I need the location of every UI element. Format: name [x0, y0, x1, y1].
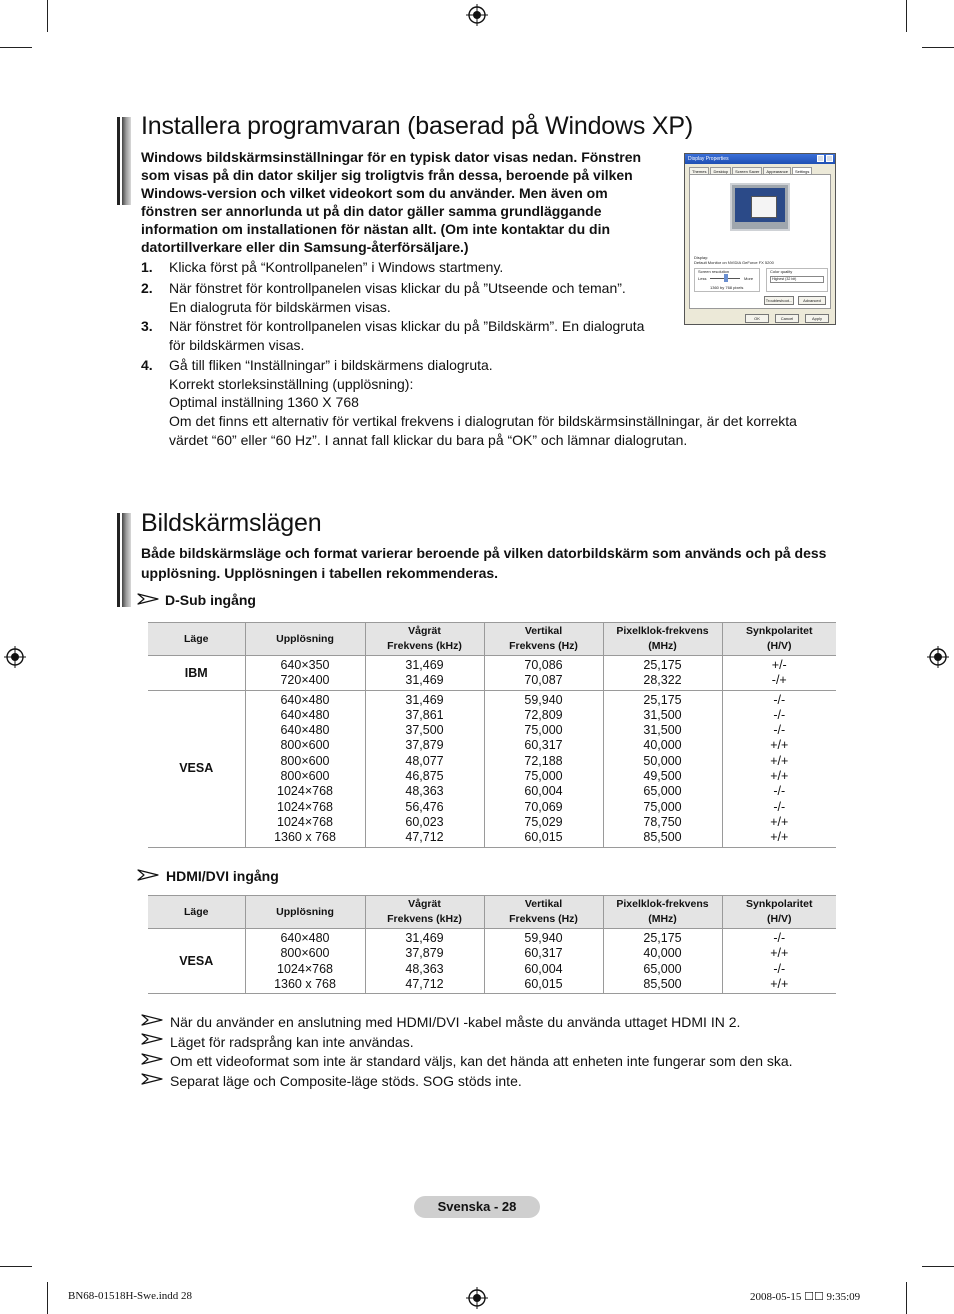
sync-cell — [722, 656, 836, 691]
table-header-row — [148, 896, 836, 929]
mode-cell: VESA — [148, 690, 245, 847]
step-number: 1. — [141, 259, 153, 275]
hdmi-table — [148, 895, 836, 994]
cell-value: 31,469 — [405, 931, 444, 945]
intro-line: Windows-version och vilket videokort som du använder. Men även om — [141, 185, 608, 201]
monitor-preview — [730, 183, 790, 231]
h-freq-cell — [365, 656, 484, 691]
column-header — [148, 896, 245, 929]
note-arrow-icon — [141, 1053, 163, 1065]
cell-value: +/+ — [770, 946, 789, 961]
crop-mark — [906, 0, 907, 32]
cell-value: 72,809 — [524, 707, 563, 722]
cell-value: -/- — [773, 799, 786, 814]
h-freq-cell — [365, 929, 484, 994]
troubleshoot-button: Troubleshoot... — [765, 298, 793, 303]
table-row — [148, 656, 836, 691]
footer-timestamp: 2008-05-15 ☐☐ 9:35:09 — [750, 1291, 861, 1303]
resolution-cell — [245, 690, 365, 847]
column-header-line: Vågrät — [408, 898, 441, 910]
note-arrow-icon — [141, 1073, 163, 1085]
table-row — [148, 929, 836, 994]
column-header-line: Frekvens (kHz) — [387, 640, 462, 652]
cell-value: 640×480 — [280, 692, 330, 707]
column-header-line: Upplösning — [276, 632, 334, 645]
intro-line: datortillverkare eller din Samsung-återförsäljare.) — [141, 239, 469, 255]
dialog-titlebar — [685, 154, 835, 164]
column-header — [148, 623, 245, 656]
resolution-more: More — [744, 276, 754, 281]
cell-value: 65,000 — [643, 784, 682, 799]
cell-value: 60,317 — [524, 738, 563, 753]
step-text: värdet “60” eller “60 Hz”. I annat fall klickar du bara på “OK” och lämnar dialogrutan. — [169, 432, 688, 448]
ok-button: OK — [745, 314, 769, 323]
intro-line: Både bildskärmsläge och format varierar beroende på vilken datorbildskärm som används och på dess — [141, 545, 827, 561]
cell-value: +/+ — [770, 976, 789, 991]
cell-value: 640×480 — [280, 707, 330, 722]
cell-value: 800×600 — [280, 738, 330, 753]
resolution-label: Screen resolution — [698, 269, 730, 274]
cell-value: 60,004 — [524, 961, 563, 976]
cell-value: 60,004 — [524, 784, 563, 799]
tab-desktop: Desktop — [710, 167, 731, 176]
cell-value: 60,015 — [524, 976, 563, 991]
column-header-line: Pixelklok-frekvens — [616, 898, 709, 910]
column-header-line: Läge — [183, 632, 209, 645]
color-quality-value: Highest (32 bit) — [772, 277, 797, 281]
cell-value: 1024×768 — [277, 814, 333, 829]
table-header — [148, 896, 836, 929]
cell-value: -/- — [773, 784, 786, 799]
cell-value: 31,500 — [643, 723, 682, 738]
note-arrow-icon — [137, 593, 159, 605]
cell-value: 31,469 — [405, 658, 444, 672]
note-item: När du använder en anslutning med HDMI/DVI -kabel måste du använda uttaget HDMI IN 2. — [170, 1014, 741, 1030]
table-row — [148, 690, 836, 847]
cell-value: 25,175 — [643, 692, 682, 707]
cell-value: -/+ — [771, 673, 787, 688]
mode-cell: VESA — [148, 929, 245, 994]
cell-value: 47,712 — [405, 976, 444, 991]
table-header — [148, 623, 836, 656]
pixel-clock-cell — [603, 929, 722, 994]
registration-mark-icon — [927, 646, 949, 668]
step-text: Optimal inställning 1360 X 768 — [169, 394, 359, 410]
cell-value: 1360 x 768 — [274, 976, 336, 991]
column-header-line: (MHz) — [648, 913, 677, 925]
cell-value: 60,015 — [524, 830, 563, 845]
cell-value: 60,023 — [405, 814, 444, 829]
crop-mark — [0, 47, 32, 48]
cell-value: 50,000 — [643, 753, 682, 768]
intro-line: upplösning. Upplösningen i tabellen rekommenderas. — [141, 565, 499, 581]
cell-value: 70,087 — [524, 673, 563, 688]
cell-value: 78,750 — [643, 814, 682, 829]
column-header-line: Pixelklok-frekvens — [616, 625, 709, 637]
cell-value: 640×480 — [280, 931, 330, 945]
cell-value: 28,322 — [643, 673, 682, 688]
cell-value: 59,940 — [524, 692, 563, 707]
section-intro — [141, 148, 681, 256]
tab-settings: Settings — [792, 167, 812, 176]
cell-value: 31,469 — [405, 692, 444, 707]
step-number: 3. — [141, 318, 153, 334]
tab-themes: Themes — [689, 167, 709, 176]
section-bar — [117, 513, 131, 607]
cell-value: 800×600 — [280, 769, 330, 784]
column-header-line: (H/V) — [767, 913, 792, 925]
cell-value: -/- — [773, 961, 786, 976]
step-text: Korrekt storleksinställning (upplösning): — [169, 375, 414, 392]
column-header — [365, 623, 484, 656]
dialog-title: Display Properties — [688, 156, 729, 162]
display-value: Default Monitor on NVIDIA GeForce FX 5200 — [694, 260, 774, 265]
column-header — [722, 896, 836, 929]
color-quality-label: Color quality — [770, 269, 793, 274]
step-text: När fönstret för kontrollpanelen visas klickar du på ”Bildskärm”. En dialogruta — [169, 318, 645, 334]
column-header — [603, 896, 722, 929]
step-number: 4. — [141, 357, 153, 373]
note-item: Läget för radsprång kan inte användas. — [170, 1034, 414, 1050]
cell-value: 37,879 — [405, 738, 444, 753]
cell-value: +/+ — [770, 830, 789, 845]
cell-value: 800×600 — [280, 753, 330, 768]
column-header-line: (MHz) — [648, 640, 677, 652]
column-header-line: Vertikal — [524, 625, 563, 637]
step-text: Klicka först på “Kontrollpanelen” i Windows startmeny. — [169, 259, 504, 275]
cell-value: 37,879 — [405, 946, 444, 961]
registration-mark-icon — [466, 4, 488, 26]
settings-pane — [689, 174, 831, 309]
cell-value: 85,500 — [643, 976, 682, 991]
cell-value: 48,363 — [405, 961, 444, 976]
cell-value: 47,712 — [405, 830, 444, 845]
help-icon — [817, 155, 824, 162]
cell-value: 1024×768 — [277, 784, 333, 799]
cell-value: 85,500 — [643, 830, 682, 845]
resolution-cell — [245, 656, 365, 691]
column-header — [245, 896, 365, 929]
column-header-line: Synkpolaritet — [745, 898, 813, 910]
section-title-software: Installera programvaran (baserad på Windows XP) — [141, 112, 693, 140]
display-properties-screenshot — [684, 153, 836, 325]
column-header-line: Synkpolaritet — [745, 625, 813, 637]
cell-value: +/+ — [770, 753, 789, 768]
step-text: Om det finns ett alternativ för vertikal frekvens i dialogrutan för bildskärmsinställningar, är det korrekta — [169, 412, 797, 429]
cell-value: 72,188 — [524, 753, 563, 768]
column-header-line: Läge — [183, 905, 209, 918]
resolution-cell — [245, 929, 365, 994]
close-icon — [826, 155, 833, 162]
cell-value: 25,175 — [643, 931, 682, 945]
cell-value: +/- — [771, 658, 787, 672]
note-item: Separat läge och Composite-läge stöds. SOG stöds inte. — [170, 1073, 522, 1089]
cell-value: 75,000 — [524, 723, 563, 738]
crop-mark — [47, 0, 48, 32]
intro-line: information om installationen för nästan allt. (Om inte kontaktar du din — [141, 221, 611, 237]
column-header-line: Frekvens (Hz) — [509, 640, 578, 652]
dsub-input-label: D-Sub ingång — [165, 592, 256, 608]
cell-value: 25,175 — [643, 658, 682, 672]
note-arrow-icon — [137, 869, 159, 881]
note-arrow-icon — [141, 1033, 163, 1045]
column-header — [722, 623, 836, 656]
cell-value: 40,000 — [643, 946, 682, 961]
intro-line: Windows bildskärmsinställningar för en typisk dator visas nedan. Fönstren — [141, 149, 642, 165]
cell-value: +/+ — [770, 738, 789, 753]
cell-value: 37,861 — [405, 707, 444, 722]
cell-value: 1024×768 — [277, 961, 333, 976]
column-header — [245, 623, 365, 656]
resolution-value: 1360 by 768 pixels — [710, 285, 744, 290]
cell-value: 31,500 — [643, 707, 682, 722]
step-text: Gå till fliken “Inställningar” i bildskärmens dialogruta. — [169, 357, 493, 373]
apply-button: Apply — [805, 314, 829, 323]
cell-value: -/- — [773, 723, 786, 738]
resolution-less: Less — [698, 276, 707, 281]
step-text: En dialogruta för bildskärmen visas. — [169, 298, 391, 315]
crop-mark — [906, 1282, 907, 1314]
tab-screen-saver: Screen Saver — [732, 167, 762, 176]
cancel-button: Cancel — [775, 314, 799, 323]
note-item: Om ett videoformat som inte är standard väljs, kan det hända att enheten inte fungerar som den ska. — [170, 1053, 793, 1069]
column-header-line: Frekvens (Hz) — [509, 913, 578, 925]
column-header — [365, 896, 484, 929]
cell-value: 800×600 — [280, 946, 330, 961]
column-header — [603, 623, 722, 656]
resolution-slider-thumb — [724, 274, 728, 282]
column-header — [484, 896, 603, 929]
intro-line: som visas på din dator skiljer sig troligtvis från dessa, beroende på vilken — [141, 167, 633, 183]
cell-value: 70,086 — [524, 658, 563, 672]
column-header-line: Upplösning — [276, 905, 334, 918]
cell-value: 48,077 — [405, 753, 444, 768]
section-intro — [141, 543, 841, 583]
sync-cell — [722, 690, 836, 847]
cell-value: -/- — [773, 707, 786, 722]
cell-value: 640×480 — [280, 723, 330, 738]
column-header-line: Frekvens (kHz) — [387, 913, 462, 925]
registration-mark-icon — [4, 646, 26, 668]
v-freq-cell — [484, 656, 603, 691]
cell-value: 37,500 — [405, 723, 444, 738]
cell-value: 75,000 — [643, 799, 682, 814]
section-bar — [117, 117, 131, 205]
mode-cell: IBM — [148, 656, 245, 691]
cell-value: 640×350 — [280, 658, 330, 672]
registration-mark-icon — [466, 1287, 488, 1309]
cell-value: +/+ — [770, 814, 789, 829]
cell-value: 48,363 — [405, 784, 444, 799]
cell-value: 40,000 — [643, 738, 682, 753]
cell-value: 59,940 — [524, 931, 563, 945]
crop-mark — [922, 47, 954, 48]
step-text: för bildskärmen visas. — [169, 336, 305, 353]
cell-value: 70,069 — [524, 799, 563, 814]
v-freq-cell — [484, 690, 603, 847]
step-text: När fönstret för kontrollpanelen visas klickar du på ”Utseende och teman”. — [169, 280, 626, 296]
cell-value: 49,500 — [643, 769, 682, 784]
crop-mark — [922, 1266, 954, 1267]
v-freq-cell — [484, 929, 603, 994]
cell-value: 75,000 — [524, 769, 563, 784]
display-label: Display: — [694, 255, 709, 260]
column-header-line: Vågrät — [408, 625, 441, 637]
hdmi-input-label: HDMI/DVI ingång — [166, 868, 279, 884]
section-title-display-modes: Bildskärmslägen — [141, 509, 322, 537]
intro-line: fönstren ser annorlunda ut på din dator gäller samma grundläggande — [141, 203, 602, 219]
footer-filename: BN68-01518H-Swe.indd 28 — [68, 1290, 193, 1302]
cell-value: +/+ — [770, 769, 789, 784]
crop-mark — [0, 1266, 32, 1267]
cell-value: 46,875 — [405, 769, 444, 784]
cell-value: 56,476 — [405, 799, 444, 814]
note-arrow-icon — [141, 1014, 163, 1026]
cell-value: 75,029 — [524, 814, 563, 829]
cell-value: 31,469 — [405, 673, 444, 688]
dsub-table — [148, 622, 836, 848]
column-header — [484, 623, 603, 656]
pixel-clock-cell — [603, 656, 722, 691]
cell-value: 60,317 — [524, 946, 563, 961]
h-freq-cell — [365, 690, 484, 847]
column-header-line: (H/V) — [767, 640, 792, 652]
column-header-line: Vertikal — [524, 898, 563, 910]
pixel-clock-cell — [603, 690, 722, 847]
tab-appearance: Appearance — [763, 167, 791, 176]
cell-value: -/- — [773, 931, 786, 945]
cell-value: -/- — [773, 692, 786, 707]
advanced-button: Advanced — [798, 296, 826, 305]
page-number-badge: Svenska - 28 — [414, 1196, 540, 1218]
cell-value: 65,000 — [643, 961, 682, 976]
cell-value: 1360 x 768 — [274, 830, 336, 845]
cell-value: 720×400 — [280, 673, 330, 688]
crop-mark — [47, 1282, 48, 1314]
sync-cell — [722, 929, 836, 994]
table-header-row — [148, 623, 836, 656]
step-number: 2. — [141, 280, 153, 296]
cell-value: 1024×768 — [277, 799, 333, 814]
